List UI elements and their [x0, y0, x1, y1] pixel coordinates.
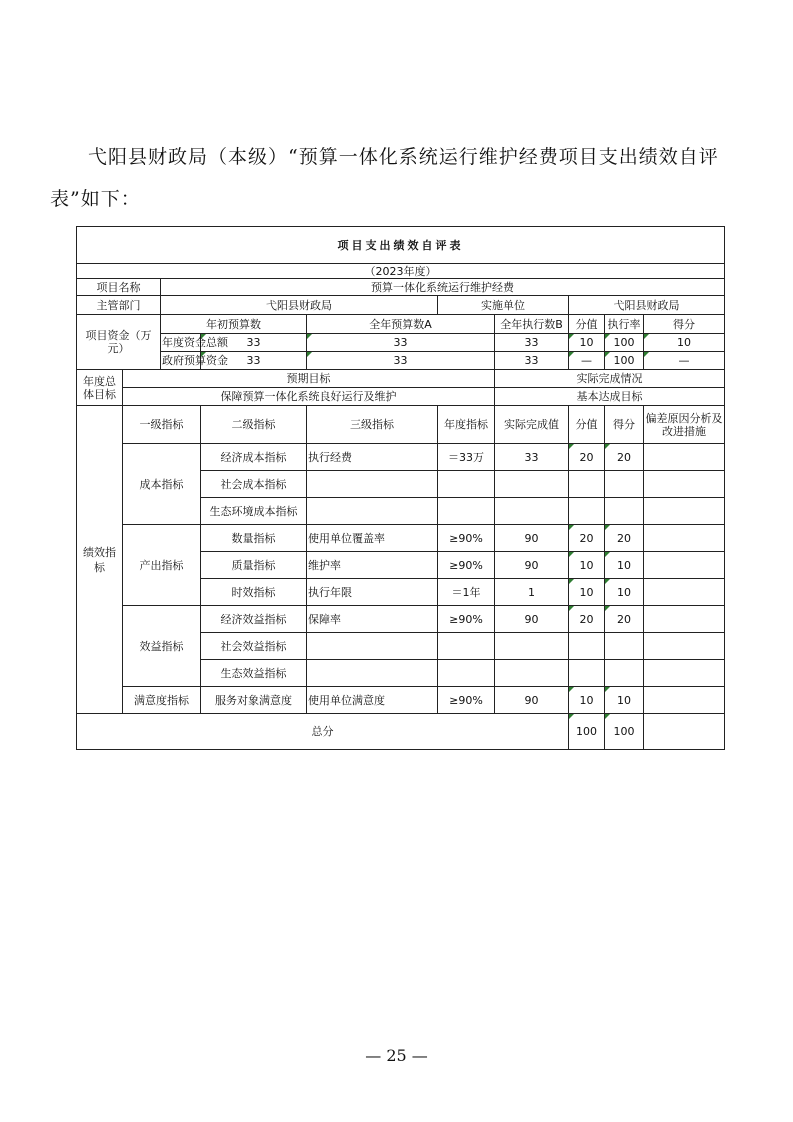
col-executed: 全年执行数B: [495, 315, 569, 334]
actual-value: 90: [495, 552, 569, 579]
level2-indicator: 服务对象满意度: [201, 687, 307, 714]
funds-initial: 33: [201, 334, 307, 352]
header-level2: 二级指标: [201, 406, 307, 444]
header-level1: 一级指标: [123, 406, 201, 444]
level3-indicator: 执行年限: [307, 579, 438, 606]
level3-indicator: 使用单位满意度: [307, 687, 438, 714]
funds-label: 项目资金（万元）: [77, 315, 161, 370]
score-value: 10: [569, 687, 605, 714]
annual-target: ≥90%: [438, 552, 495, 579]
funds-score-value: 10: [569, 334, 605, 352]
project-name: 预算一体化系统运行维护经费: [161, 279, 725, 296]
level3-indicator: 使用单位覆盖率: [307, 525, 438, 552]
header-score: 得分: [605, 406, 644, 444]
level3-indicator: 维护率: [307, 552, 438, 579]
annual-target: [438, 498, 495, 525]
level2-indicator: 生态效益指标: [201, 660, 307, 687]
col-score: 得分: [644, 315, 725, 334]
level2-indicator: 生态环境成本指标: [201, 498, 307, 525]
annual-target: [438, 471, 495, 498]
level2-indicator: 社会效益指标: [201, 633, 307, 660]
total-label: 总分: [77, 714, 569, 750]
funds-row-label: 年度资金总额: [161, 334, 201, 352]
level2-indicator: 时效指标: [201, 579, 307, 606]
deviation-cell: [644, 660, 725, 687]
annual-target: ≥90%: [438, 606, 495, 633]
funds-rate: 100: [605, 334, 644, 352]
funds-executed: 33: [495, 334, 569, 352]
perf-label: 绩效指标: [77, 406, 123, 714]
actual-value: [495, 498, 569, 525]
col-initial: 年初预算数: [161, 315, 307, 334]
score: 20: [605, 606, 644, 633]
score-value: [569, 471, 605, 498]
actual-value: 33: [495, 444, 569, 471]
self-evaluation-table: [76, 226, 725, 750]
deviation-cell: [644, 498, 725, 525]
funds-full-year: 33: [307, 334, 495, 352]
total-value: 100: [569, 714, 605, 750]
dept-label: 主管部门: [77, 296, 161, 315]
form-title: 项目支出绩效自评表: [77, 227, 725, 264]
annual-target: ≥90%: [438, 525, 495, 552]
header-deviation: 偏差原因分析及改进措施: [644, 406, 725, 444]
funds-score-value: —: [569, 352, 605, 370]
project-name-label: 项目名称: [77, 279, 161, 296]
header-level3: 三级指标: [307, 406, 438, 444]
level1-indicator: 成本指标: [123, 444, 201, 525]
score-value: 20: [569, 606, 605, 633]
score-value: 20: [569, 444, 605, 471]
form-year: （2023年度）: [77, 264, 725, 279]
deviation-cell: [644, 633, 725, 660]
level2-indicator: 质量指标: [201, 552, 307, 579]
score-value: [569, 498, 605, 525]
expected-label: 预期目标: [123, 370, 495, 388]
impl-value: 弋阳县财政局: [569, 296, 725, 315]
funds-rate: 100: [605, 352, 644, 370]
deviation-cell: [644, 579, 725, 606]
level3-indicator: 保障率: [307, 606, 438, 633]
score: [605, 633, 644, 660]
annual-target: ＝1年: [438, 579, 495, 606]
score-value: [569, 633, 605, 660]
score: 20: [605, 444, 644, 471]
funds-row-label: 政府预算资金: [161, 352, 201, 370]
header-actual: 实际完成值: [495, 406, 569, 444]
actual-value: 90: [495, 525, 569, 552]
score-value: 10: [569, 579, 605, 606]
actual-label: 实际完成情况: [495, 370, 725, 388]
col-score-value: 分值: [569, 315, 605, 334]
deviation-cell: [644, 687, 725, 714]
annual-target: [438, 633, 495, 660]
score: [605, 660, 644, 687]
expected-goal: 保障预算一体化系统良好运行及维护: [123, 388, 495, 406]
total-score: 100: [605, 714, 644, 750]
actual-goal: 基本达成目标: [495, 388, 725, 406]
funds-full-year: 33: [307, 352, 495, 370]
level1-indicator: 满意度指标: [123, 687, 201, 714]
actual-value: [495, 633, 569, 660]
score-value: 10: [569, 552, 605, 579]
intro-paragraph: 弋阳县财政局（本级）“预算一体化系统运行维护经费项目支出绩效自评表”如下：: [50, 146, 719, 210]
actual-value: [495, 471, 569, 498]
actual-value: 1: [495, 579, 569, 606]
annual-target: ＝33万: [438, 444, 495, 471]
deviation-cell: [644, 471, 725, 498]
score: 10: [605, 579, 644, 606]
impl-label: 实施单位: [438, 296, 569, 315]
score: 10: [605, 552, 644, 579]
header-score-value: 分值: [569, 406, 605, 444]
score: [605, 471, 644, 498]
deviation-cell: [644, 552, 725, 579]
total-deviation: [644, 714, 725, 750]
score: 10: [605, 687, 644, 714]
actual-value: 90: [495, 687, 569, 714]
col-full-year: 全年预算数A: [307, 315, 495, 334]
score-value: [569, 660, 605, 687]
level3-indicator: [307, 471, 438, 498]
deviation-cell: [644, 525, 725, 552]
funds-score: 10: [644, 334, 725, 352]
level2-indicator: 经济效益指标: [201, 606, 307, 633]
level2-indicator: 经济成本指标: [201, 444, 307, 471]
level2-indicator: 社会成本指标: [201, 471, 307, 498]
deviation-cell: [644, 444, 725, 471]
level3-indicator: [307, 498, 438, 525]
funds-score: —: [644, 352, 725, 370]
score-value: 20: [569, 525, 605, 552]
goal-label: 年度总体目标: [77, 370, 123, 406]
annual-target: [438, 660, 495, 687]
col-exec-rate: 执行率: [605, 315, 644, 334]
level3-indicator: [307, 633, 438, 660]
dept-value: 弋阳县财政局: [161, 296, 438, 315]
actual-value: 90: [495, 606, 569, 633]
level3-indicator: 执行经费: [307, 444, 438, 471]
header-annual: 年度指标: [438, 406, 495, 444]
funds-executed: 33: [495, 352, 569, 370]
level2-indicator: 数量指标: [201, 525, 307, 552]
deviation-cell: [644, 606, 725, 633]
level1-indicator: 效益指标: [123, 606, 201, 687]
actual-value: [495, 660, 569, 687]
annual-target: ≥90%: [438, 687, 495, 714]
funds-initial: 33: [201, 352, 307, 370]
score: [605, 498, 644, 525]
level3-indicator: [307, 660, 438, 687]
score: 20: [605, 525, 644, 552]
page-number: — 25 —: [365, 1046, 428, 1065]
level1-indicator: 产出指标: [123, 525, 201, 606]
